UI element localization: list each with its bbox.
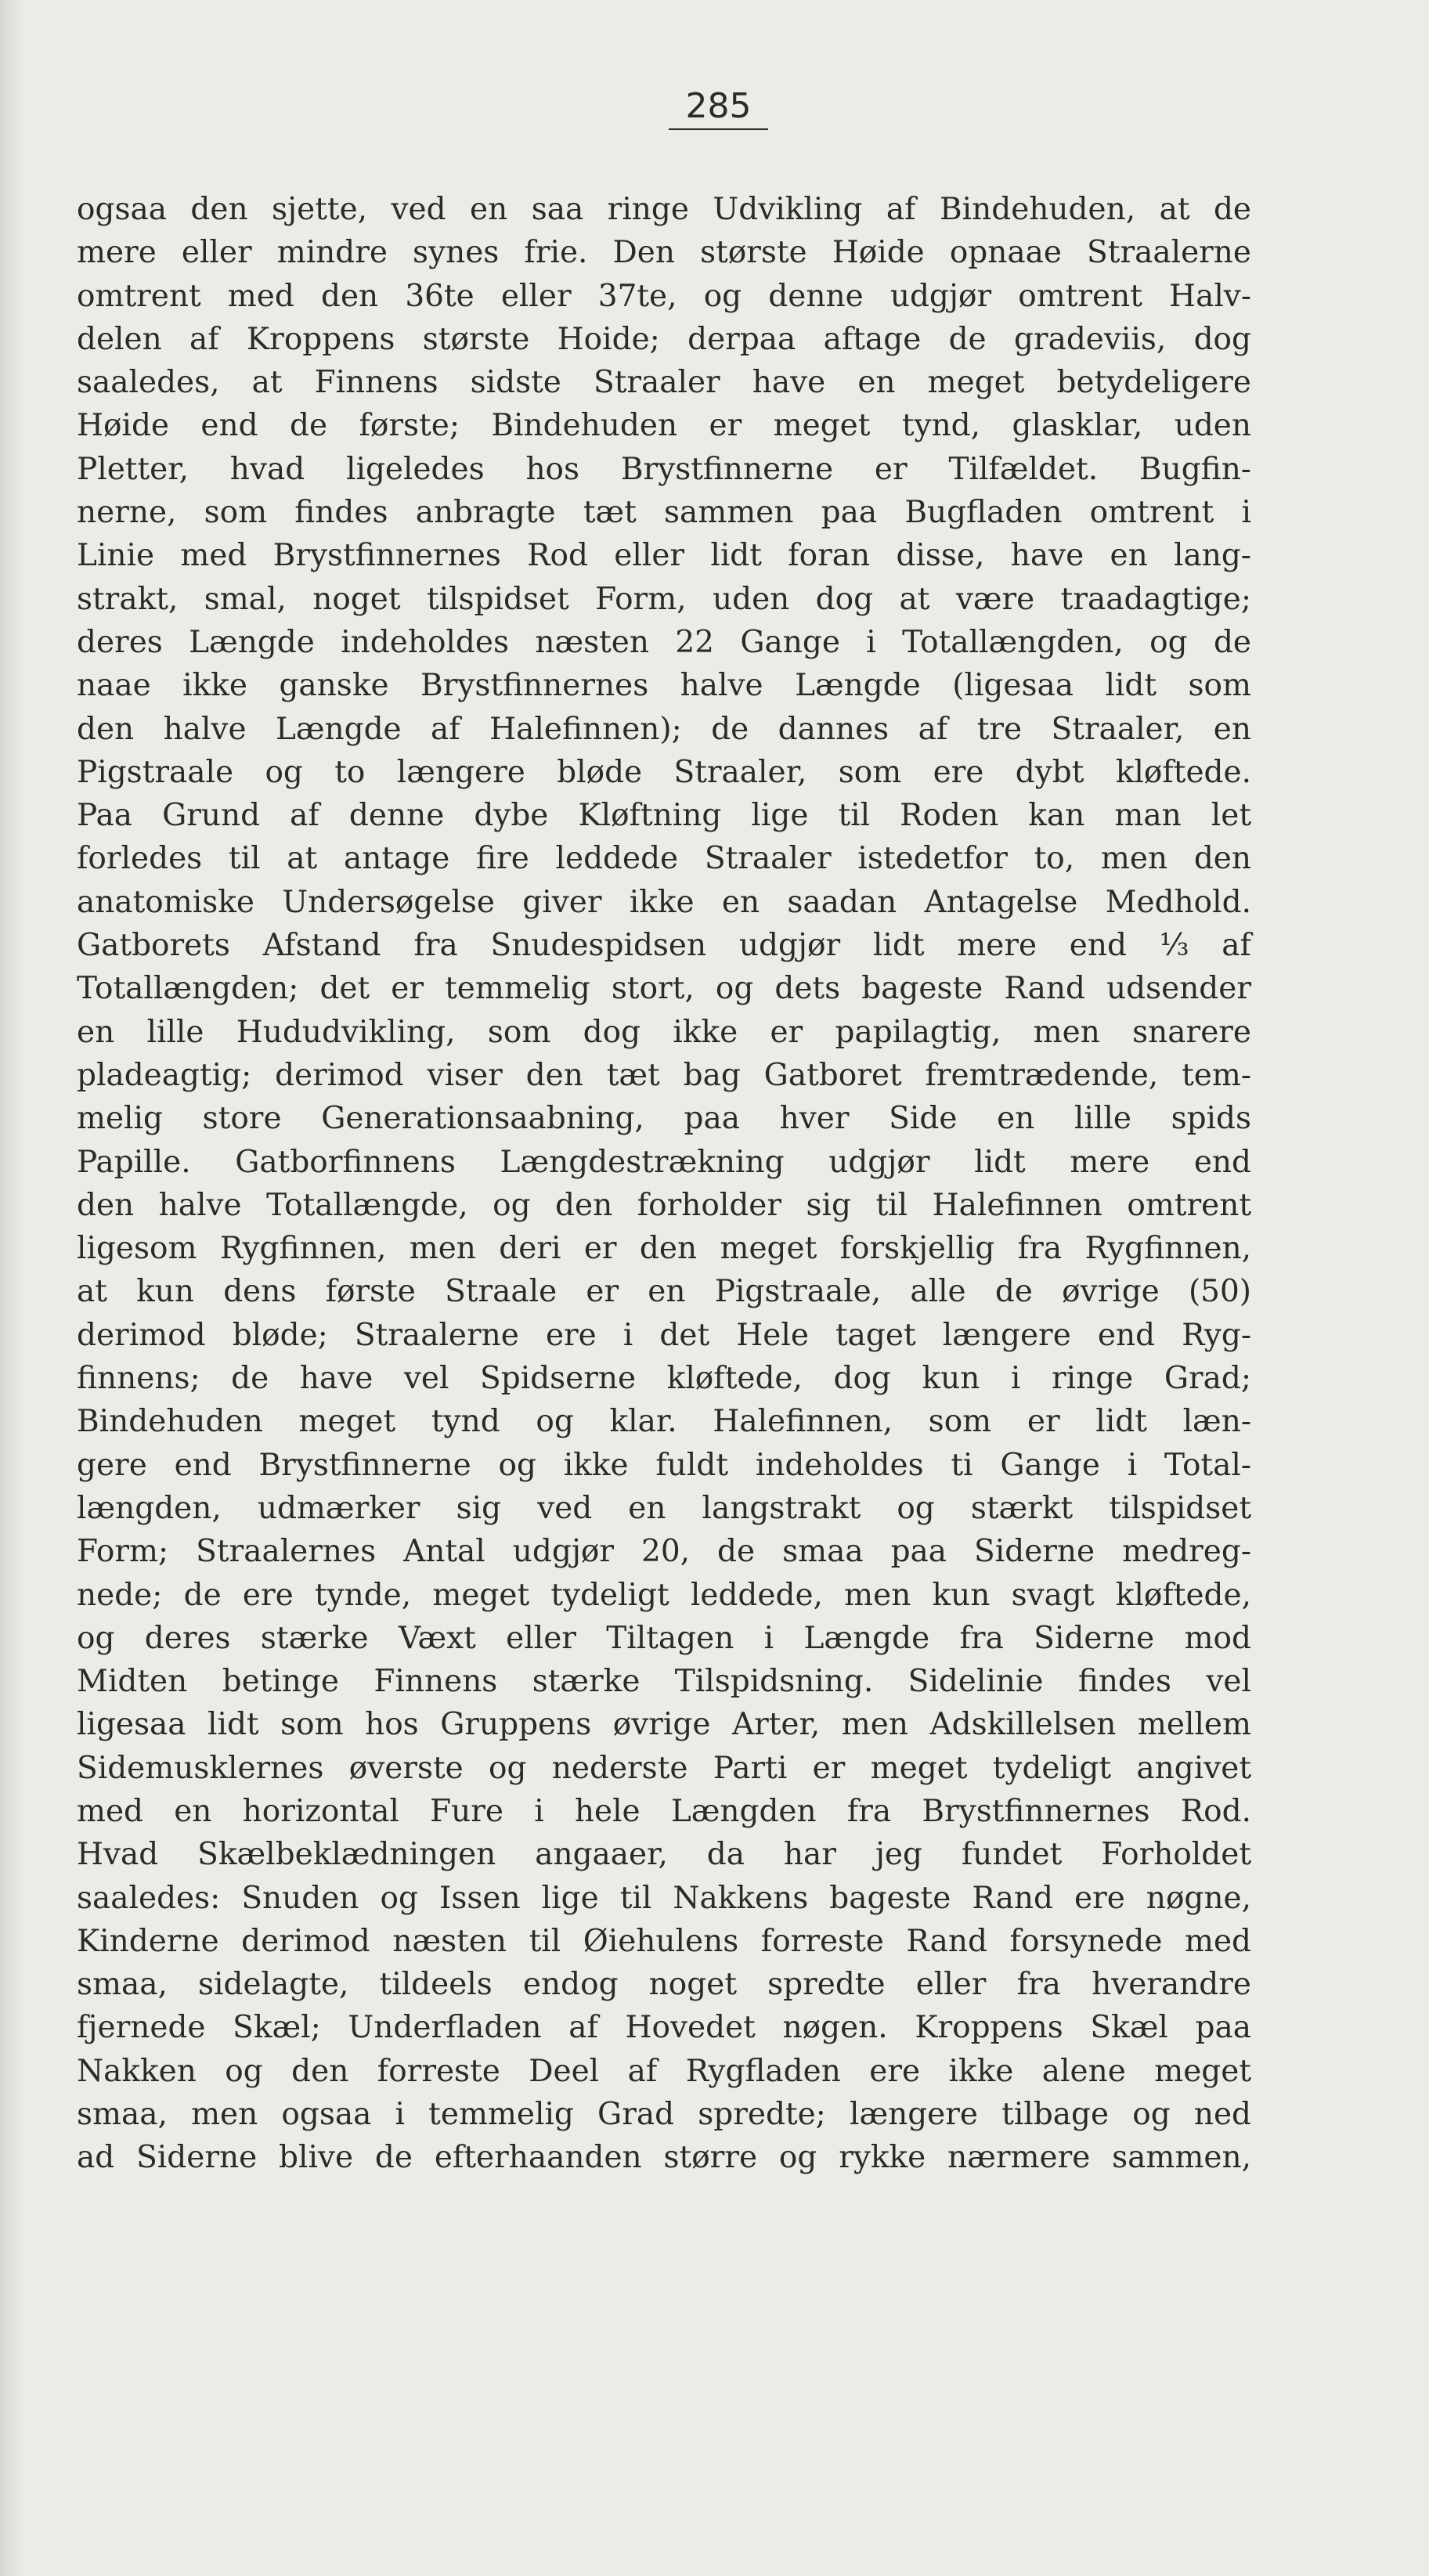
text-line: fjernede Skæl; Underfladen af Hovedet nøgen. Kroppens Skæl paa — [77, 2010, 1251, 2046]
text-line: Hvad Skælbeklædningen angaaer, da har jeg fundet Forholdet — [77, 1837, 1251, 1873]
text-line: Totallængden; det er temmelig stort, og dets bageste Rand udsender — [77, 971, 1251, 1007]
page-gutter-shadow — [0, 0, 23, 2576]
text-line: strakt, smal, noget tilspidset Form, uden dog at være traadagtige; — [77, 581, 1251, 617]
text-line: smaa, men ogsaa i temmelig Grad spredte; længere tilbage og ned — [77, 2097, 1251, 2133]
text-line: ogsaa den sjette, ved en saa ringe Udvikling af Bindehuden, at de — [77, 192, 1251, 227]
text-line: saaledes, at Finnens sidste Straaler have en meget betydeligere — [77, 365, 1251, 401]
text-line: Paa Grund af denne dybe Kløftning lige til Roden kan man let — [77, 798, 1251, 834]
text-line: Form; Straalernes Antal udgjør 20, de smaa paa Siderne medreg- — [77, 1534, 1251, 1570]
text-line: Midten betinge Finnens stærke Tilspidsning. Sidelinie findes vel — [77, 1664, 1251, 1700]
text-line: finnens; de have vel Spidserne kløftede, dog kun i ringe Grad; — [77, 1361, 1251, 1397]
text-line: og deres stærke Væxt eller Tiltagen i Længde fra Siderne mod — [77, 1620, 1251, 1656]
text-line: delen af Kroppens største Hoide; derpaa aftage de gradeviis, dog — [77, 321, 1251, 357]
text-line: Pigstraale og to længere bløde Straaler, som ere dybt kløftede. — [77, 754, 1251, 790]
text-line: Pletter, hvad ligeledes hos Brystfinnerne er Tilfældet. Bugfin- — [77, 451, 1251, 487]
text-line: Linie med Brystfinnernes Rod eller lidt foran disse, have en lang- — [77, 538, 1251, 574]
text-line: den halve Længde af Halefinnen); de dannes af tre Straaler, en — [77, 711, 1251, 747]
text-line: forledes til at antage fire leddede Straaler istedetfor to, men den — [77, 841, 1251, 877]
text-line: at kun dens første Straale er en Pigstraale, alle de øvrige (50) — [77, 1274, 1251, 1310]
text-line: ligesaa lidt som hos Gruppens øvrige Arter, men Adskillelsen mellem — [77, 1707, 1251, 1743]
text-line: længden, udmærker sig ved en langstrakt og stærkt tilspidset — [77, 1490, 1251, 1526]
body-text — [77, 188, 1251, 2180]
text-line: ad Siderne blive de efterhaanden større og rykke nærmere sammen, — [77, 2140, 1251, 2176]
text-line: melig store Generationsaabning, paa hver Side en lille spids — [77, 1101, 1251, 1137]
text-line: Bindehuden meget tynd og klar. Halefinnen, som er lidt læn- — [77, 1404, 1251, 1440]
text-line: Papille. Gatborfinnens Længdestrækning udgjør lidt mere end — [77, 1144, 1251, 1180]
text-line: gere end Brystfinnerne og ikke fuldt indeholdes ti Gange i Total- — [77, 1447, 1251, 1483]
text-line: derimod bløde; Straalerne ere i det Hele taget længere end Ryg- — [77, 1317, 1251, 1353]
text-line: Gatborets Afstand fra Snudespidsen udgjør lidt mere end ⅓ af — [77, 928, 1251, 964]
text-line: en lille Hududvikling, som dog ikke er papilagtig, men snarere — [77, 1014, 1251, 1050]
text-line: deres Længde indeholdes næsten 22 Gange i Totallængden, og de — [77, 624, 1251, 660]
text-line: nede; de ere tynde, meget tydeligt leddede, men kun svagt kløftede, — [77, 1577, 1251, 1613]
text-line: mere eller mindre synes frie. Den største Høide opnaae Straalerne — [77, 235, 1251, 271]
text-line: Høide end de første; Bindehuden er meget tynd, glasklar, uden — [77, 408, 1251, 444]
page-number: 285 — [669, 85, 769, 130]
text-line: Kinderne derimod næsten til Øiehulens forreste Rand forsynede med — [77, 1923, 1251, 1959]
text-line: anatomiske Undersøgelse giver ikke en saadan Antagelse Medhold. — [77, 884, 1251, 920]
text-line: den halve Totallængde, og den forholder sig til Halefinnen omtrent — [77, 1187, 1251, 1223]
text-line: Sidemusklernes øverste og nederste Parti er meget tydeligt angivet — [77, 1750, 1251, 1786]
text-line: omtrent med den 36te eller 37te, og denne udgjør omtrent Halv- — [77, 278, 1251, 314]
text-line: pladeagtig; derimod viser den tæt bag Gatboret fremtrædende, tem- — [77, 1057, 1251, 1093]
text-line: ligesom Rygfinnen, men deri er den meget forskjellig fra Rygfinnen, — [77, 1231, 1251, 1267]
text-line: nerne, som findes anbragte tæt sammen paa Bugfladen omtrent i — [77, 495, 1251, 531]
text-line: naae ikke ganske Brystfinnernes halve Længde (ligesaa lidt som — [77, 668, 1251, 704]
page-number-header — [0, 85, 1429, 130]
text-line: Nakken og den forreste Deel af Rygfladen ere ikke alene meget — [77, 2053, 1251, 2089]
text-line: saaledes: Snuden og Issen lige til Nakkens bageste Rand ere nøgne, — [77, 1880, 1251, 1916]
text-line: smaa, sidelagte, tildeels endog noget spredte eller fra hverandre — [77, 1967, 1251, 2003]
text-line: med en horizontal Fure i hele Længden fra Brystfinnernes Rod. — [77, 1793, 1251, 1829]
